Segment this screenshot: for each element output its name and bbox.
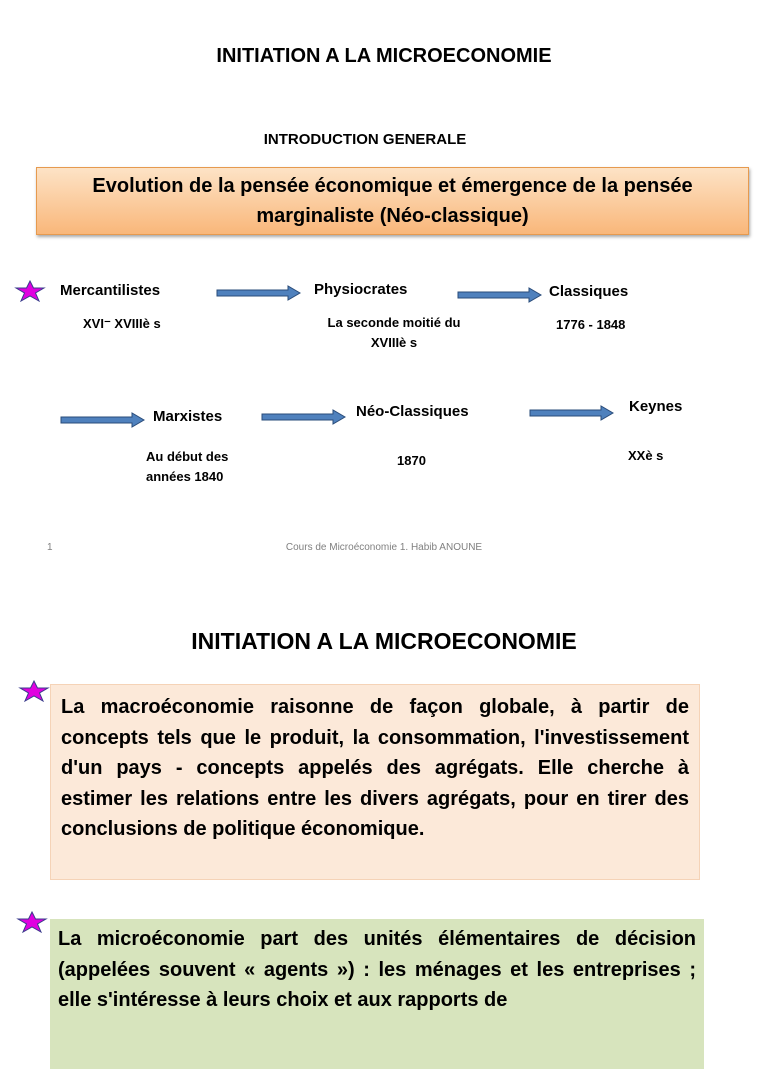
period-mercantilistes: XVI⁻ XVIIIè s xyxy=(83,316,161,331)
star-icon xyxy=(18,680,50,702)
arrow-icon xyxy=(216,285,302,301)
star-icon xyxy=(16,911,48,933)
banner-box: Evolution de la pensée économique et émergence de la pensée marginaliste (Néo-classique) xyxy=(36,167,749,235)
star-icon xyxy=(14,280,46,302)
school-physiocrates: Physiocrates xyxy=(314,281,408,298)
slide-title: INITIATION A LA MICROECONOMIE xyxy=(191,628,577,654)
school-classiques: Classiques xyxy=(549,283,629,300)
school-keynes: Keynes xyxy=(629,398,683,415)
macroeconomie-paragraph: La macroéconomie raisonne de façon globale, à partir de concepts tels que le produit, la consommation, l'investissement d'un pays - concepts appelés des agrégats. Elle cherche à estimer les relations entre les divers agrégats, pour en tirer des conclusions de politique économique. xyxy=(50,684,700,880)
page-number: 1 xyxy=(47,542,53,553)
arrow-icon xyxy=(60,412,146,428)
arrow-icon xyxy=(529,405,615,421)
period-neo-classiques: 1870 xyxy=(397,453,426,468)
arrow-icon xyxy=(261,409,347,425)
slide-subtitle: INTRODUCTION GENERALE xyxy=(263,131,467,148)
period-marxistes: Au début des années 1840 xyxy=(146,449,229,484)
school-marxistes: Marxistes xyxy=(153,408,223,425)
arrow-icon xyxy=(457,287,543,303)
period-keynes: XXè s xyxy=(628,448,664,463)
school-neo-classiques: Néo-Classiques xyxy=(356,403,469,420)
footer-text: Cours de Microéconomie 1. Habib ANOUNE xyxy=(285,542,483,553)
slide-title: INITIATION A LA MICROECONOMIE xyxy=(216,45,552,67)
period-classiques: 1776 - 1848 xyxy=(556,317,626,332)
slide-2 xyxy=(0,578,768,1024)
school-mercantilistes: Mercantilistes xyxy=(60,282,161,299)
microeconomie-paragraph: La microéconomie part des unités élémentaires de décision (appelées souvent « agents ») : les ménages et les entreprises ; elle s'intéresse à leurs choix et aux rapports de xyxy=(50,919,704,1069)
period-physiocrates: La seconde moitié du XVIIIè s xyxy=(327,315,461,350)
